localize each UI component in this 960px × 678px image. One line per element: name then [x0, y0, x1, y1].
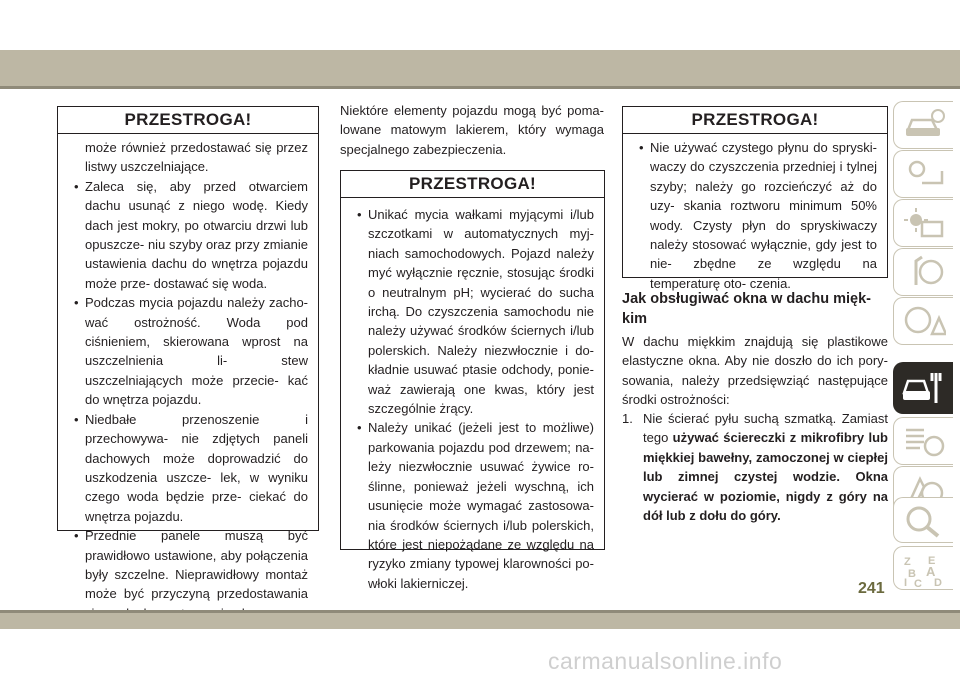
tab-search[interactable]	[893, 497, 953, 543]
page-number: 241	[858, 580, 885, 597]
step-text: Nie ścierać pyłu suchą szmatką. Zamiast tego	[643, 411, 888, 446]
tab-car-info[interactable]	[893, 101, 953, 149]
tab-starting-operating[interactable]	[893, 199, 953, 247]
caution-continuation: może również przedostawać się przez listwy uszczelniające.	[85, 140, 308, 175]
tab-safety[interactable]	[893, 248, 953, 296]
caution-title: PRZESTROGA!	[623, 107, 887, 134]
footer-band	[0, 613, 960, 629]
car-info-icon	[902, 108, 946, 142]
dashboard-lights-icon	[902, 157, 946, 191]
caution-item: • Niedbałe przenoszenie i przechowywa- nie zdjętych paneli dachowych może doprowadzić do uszkodzenia uszcze- lek, w wyniku czego woda będzie prze- ciekać do wnętrza pojazdu.	[74, 411, 308, 524]
specifications-icon	[902, 424, 946, 458]
starting-operating-icon	[902, 206, 946, 240]
caution-body	[623, 134, 887, 293]
numbered-step	[622, 409, 888, 525]
caution-box-3	[622, 106, 888, 291]
section-intro: W dachu miękkim znajdują się plastikowe elastyczne okna. Aby nie doszło do ich pory- sowania, należy przedsięwziąć następujące środki ostrożności:	[622, 334, 888, 408]
index-letter: D	[934, 577, 942, 587]
step-text-bold: używać ściereczki z mikrofibry lub miękkiej bawełny, zamoczonej w ciepłej lub zimnej czystej wodzie. Okna wycierać w poziomie, nigdy z góry na dół lub z dołu do góry.	[643, 430, 888, 524]
index-icon	[902, 553, 946, 587]
caution-item: • Podczas mycia pojazdu należy zacho- wać ostrożność. Woda pod ciśnieniem, skierowana wprost na uszczelnienia li- stew uszczelniających może przecie- kać do wnętrza pojazdu.	[74, 295, 308, 408]
index-letter: Z	[904, 556, 911, 568]
index-letter: B	[908, 568, 916, 580]
caution-title: PRZESTROGA!	[58, 107, 318, 134]
search-icon	[902, 504, 946, 538]
caution-body	[341, 198, 604, 593]
caution-body	[58, 134, 318, 623]
caution-item: • Należy unikać (jeżeli jest to możliwe) parkowania pojazdu pod drzewem; na- leży niezwłocznie usuwać żywice ro- ślinne, ponieważ jeżeli wyschną, ich usunięcie może wymagać zastosowa- nia środków ściernych i/lub polerskich, które jest niepożądane ze względu na ryzyko zmiany typowej klarowności po- włoki lakierniczej.	[357, 420, 594, 591]
tab-index[interactable]	[893, 546, 953, 590]
watermark: carmanualsonline.info	[548, 648, 783, 674]
tab-dashboard-lights[interactable]	[893, 150, 953, 198]
index-letter: E	[928, 555, 936, 567]
section-heading: Jak obsługiwać okna w dachu mięk- kim	[622, 291, 871, 327]
step-number: 1.	[622, 411, 633, 426]
caution-title: PRZESTROGA!	[341, 171, 604, 198]
caution-item: • Unikać mycia wałkami myjącymi i/lub szczotkami w automatycznych myj- niach samochodowych. Pojazd należy myć wyłącznie ręcznie, stosując środki o neutralnym pH; wycierać do sucha irchą. Do czyszczenia samochodu nie należy używać środków ściernych i/lub polerskich. Należy niezwłocznie i do- kładnie usuwać ptasie odchody, ponie- waż zawierają one kwas, który jest szczególnie żrący.	[357, 207, 594, 417]
emergency-icon	[902, 304, 946, 338]
caution-box-2	[340, 170, 605, 591]
index-letter: A	[926, 564, 936, 579]
index-letter: C	[914, 578, 922, 587]
header-band	[0, 50, 960, 86]
tab-specifications[interactable]	[893, 417, 953, 465]
safety-icon	[902, 255, 946, 289]
caution-item: • Zaleca się, aby przed otwarciem dachu usunąć z niego wodę. Kiedy dach jest mokry, po otwarciu drzwi lub opuszcze- niu szyby oraz przy zmianie ustawienia dachu do wnętrza pojazdu może prze- dostawać się woda.	[74, 178, 308, 291]
caution-item: • Nie używać czystego płynu do spryski- waczy do czyszczenia przedniej i tylnej szyby; należy go rozcieńczyć aż do uzy- skania roztworu minimum 50% wody. Czysty płyn do spryskiwaczy należy stosować wyłącznie, gdy jest to nie- zbędne ze względu na temperaturę oto- czenia.	[639, 140, 877, 291]
tab-emergency[interactable]	[893, 297, 953, 345]
header-divider	[0, 86, 960, 89]
index-letter: I	[904, 577, 908, 587]
middle-intro-text: Niektóre elementy pojazdu mogą być poma- lowane matowym lakierem, który wymaga specjalnego zabezpieczenia.	[340, 103, 604, 157]
caution-box-1	[57, 106, 319, 602]
caution-item: • Przednie panele muszą być prawidłowo ustawione, aby połączenia były szczelne. Nieprawidłowy montaż może być przyczyną przedostawania	[74, 528, 308, 602]
servicing-maintenance-icon	[902, 369, 946, 407]
tab-servicing-maintenance[interactable]	[893, 362, 953, 414]
